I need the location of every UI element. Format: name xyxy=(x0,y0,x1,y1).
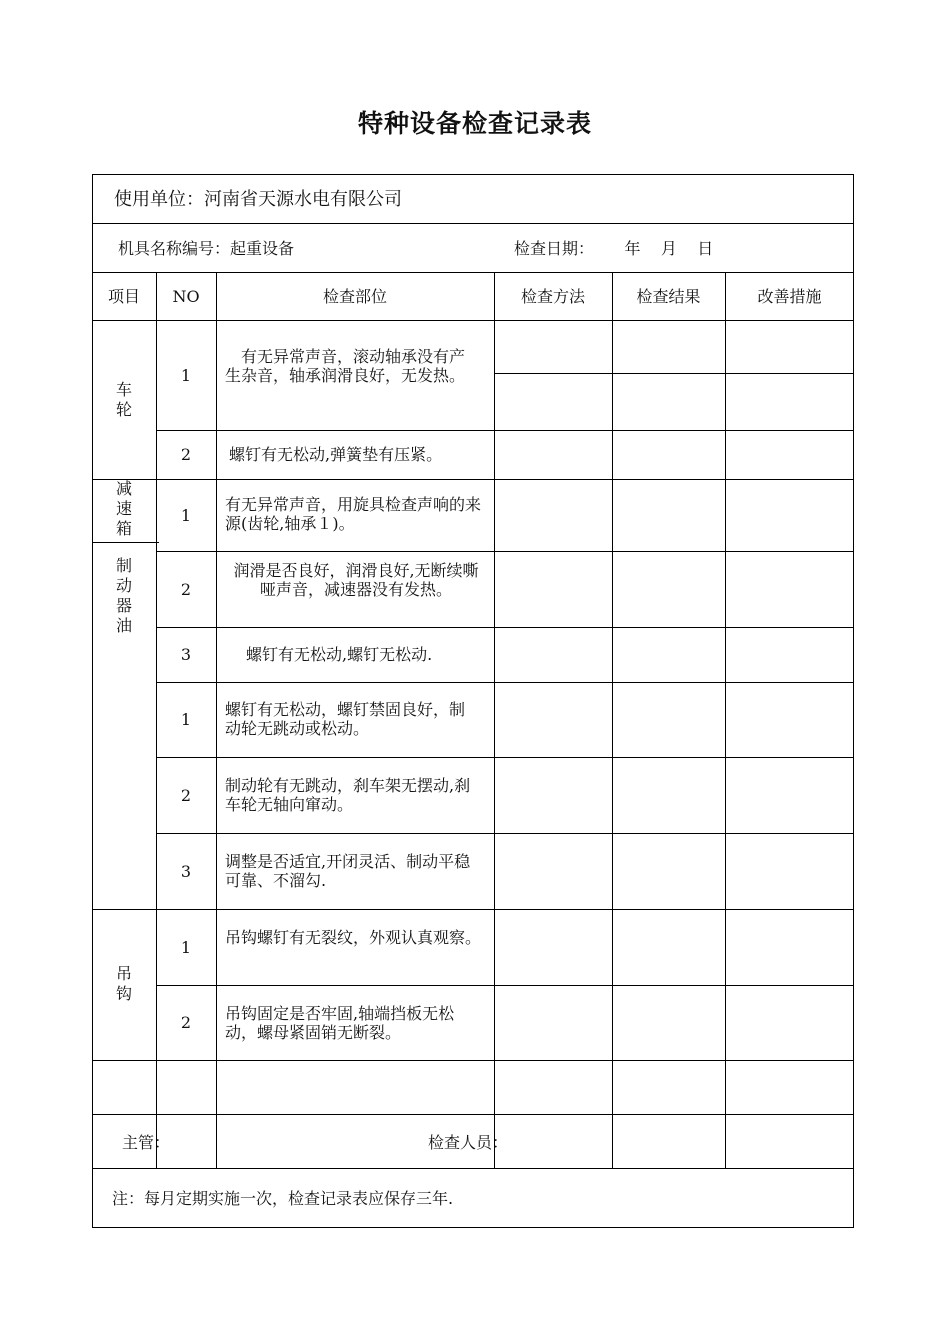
row-divider xyxy=(156,682,854,683)
header-method-label: 检查方法 xyxy=(520,286,585,306)
row-no-value: 1 xyxy=(180,710,192,729)
page-title: 特种设备检查记录表 xyxy=(357,109,592,138)
col-divider xyxy=(612,272,613,1168)
header-result xyxy=(612,272,725,320)
row-part: 螺钉有无松动,弹簧垫有压紧。 xyxy=(229,445,443,464)
row-no-value: 2 xyxy=(180,1013,192,1032)
header-measure-label: 改善措施 xyxy=(757,286,822,306)
row-part: 调整是否适宜,开闭灵活、制动平稳可靠、不溜勾. xyxy=(225,852,471,890)
row-divider xyxy=(92,1114,854,1115)
header-no xyxy=(156,272,216,320)
col-divider xyxy=(494,272,495,1168)
header-measure xyxy=(725,272,854,320)
group-reducer: 减速箱 xyxy=(115,479,132,538)
row-divider xyxy=(494,373,854,374)
row-no-value: 3 xyxy=(180,861,192,881)
row-no xyxy=(156,757,216,833)
equipment-label: 机具名称编号：起重设备 xyxy=(118,239,295,258)
row-no xyxy=(156,833,216,909)
group-hook: 吊钩 xyxy=(115,964,132,1003)
header-item xyxy=(92,272,156,320)
row-divider xyxy=(92,1168,854,1169)
group-brake: 制动器油 xyxy=(115,556,132,635)
col-divider xyxy=(725,272,726,1168)
row-no xyxy=(156,320,216,430)
header-item-label: 项目 xyxy=(107,286,140,306)
row-no-value: 2 xyxy=(180,445,192,464)
row-part: 螺钉有无松动，螺钉禁固良好，制动轮无跳动或松动。 xyxy=(225,700,466,738)
header-method xyxy=(494,272,612,320)
row-no xyxy=(156,551,216,627)
row-no xyxy=(156,985,216,1060)
row-no xyxy=(156,682,216,757)
row-no xyxy=(156,627,216,682)
check-date-label: 检查日期： 年 月 日 xyxy=(514,239,714,258)
table-border-left xyxy=(92,174,93,1228)
row-divider xyxy=(156,833,854,834)
row-part: 有无异常声音，滚动轴承没有产生杂音，轴承润滑良好，无发热。 xyxy=(225,347,466,385)
row-part: 吊钩螺钉有无裂纹，外观认真观察。 xyxy=(225,928,482,947)
row-divider xyxy=(156,627,854,628)
inspector-label: 检查人员： xyxy=(428,1133,509,1152)
table-border-right xyxy=(853,174,854,1228)
row-no-value: 1 xyxy=(180,505,192,525)
row-divider xyxy=(156,430,854,431)
row-divider xyxy=(156,757,854,758)
table-border-top xyxy=(92,174,854,175)
row-part: 制动轮有无跳动，刹车架无摆动,刹车轮无轴向窜动。 xyxy=(225,776,471,814)
header-result-label: 检查结果 xyxy=(636,286,701,306)
row-part: 润滑是否良好，润滑良好,无断续嘶哑声音，减速器没有发热。 xyxy=(233,561,479,599)
row-divider xyxy=(156,985,854,986)
row-no-value: 2 xyxy=(180,579,192,599)
row-part: 有无异常声音，用旋具检查声响的来源(齿轮,轴承１)。 xyxy=(225,495,482,533)
row-no-value: 3 xyxy=(180,645,192,664)
header-part-label: 检查部位 xyxy=(322,286,387,306)
row-part: 吊钩固定是否牢固,轴端挡板无松动，螺母紧固销无断裂。 xyxy=(225,1004,455,1042)
unit-label: 使用单位：河南省天源水电有限公司 xyxy=(114,189,402,210)
row-divider xyxy=(156,551,854,552)
row-no xyxy=(156,430,216,479)
table-border-bottom xyxy=(92,1227,854,1228)
group-wheel: 车轮 xyxy=(115,380,132,419)
row-divider xyxy=(92,223,854,224)
row-divider xyxy=(92,1060,854,1061)
supervisor-label: 主管： xyxy=(122,1133,171,1152)
row-no xyxy=(156,479,216,551)
row-part: 螺钉有无松动,螺钉无松动. xyxy=(246,645,433,664)
group-divider xyxy=(92,542,159,543)
header-part xyxy=(216,272,494,320)
row-no-value: 1 xyxy=(180,937,192,957)
row-no xyxy=(156,909,216,985)
row-no-value: 1 xyxy=(180,365,192,385)
note-text: 注：每月定期实施一次，检查记录表应保存三年. xyxy=(112,1189,454,1208)
col-divider xyxy=(216,272,217,1168)
inspection-table xyxy=(92,174,854,1228)
row-no-value: 2 xyxy=(180,785,192,805)
header-no-label: NO xyxy=(172,286,200,306)
